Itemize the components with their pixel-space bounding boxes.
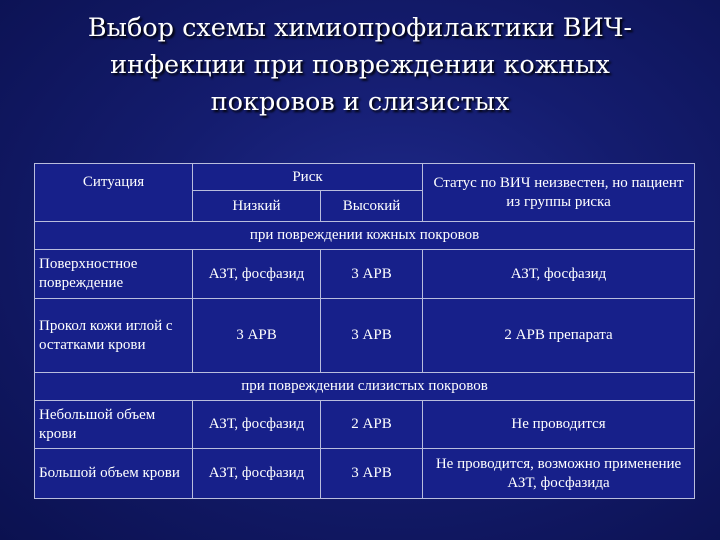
title-line-3: покровов и слизистых xyxy=(210,87,510,117)
table-row xyxy=(35,250,695,299)
row-low-risk: АЗТ, фосфазид xyxy=(193,449,321,499)
header-risk: Риск xyxy=(193,164,423,191)
title-line-2: инфекции при повреждении кожных xyxy=(110,50,610,80)
prophylaxis-table xyxy=(34,163,695,499)
row-low-risk: АЗТ, фосфазид xyxy=(193,401,321,449)
row-situation: Небольшой объем крови xyxy=(35,401,193,449)
row-unknown-status: Не проводится xyxy=(423,401,695,449)
section-mucosa: при повреждении слизистых покровов xyxy=(35,373,695,401)
row-situation: Большой объем крови xyxy=(35,449,193,499)
row-unknown-status: 2 АРВ препарата xyxy=(423,299,695,373)
row-high-risk: 3 АРВ xyxy=(321,299,423,373)
row-high-risk: 3 АРВ xyxy=(321,250,423,299)
row-low-risk: 3 АРВ xyxy=(193,299,321,373)
table-row xyxy=(35,299,695,373)
table-row xyxy=(35,401,695,449)
row-low-risk: АЗТ, фосфазид xyxy=(193,250,321,299)
slide-title xyxy=(30,10,690,121)
row-high-risk: 2 АРВ xyxy=(321,401,423,449)
header-situation: Ситуация xyxy=(35,164,193,222)
row-high-risk: 3 АРВ xyxy=(321,449,423,499)
section-row xyxy=(35,373,695,401)
header-risk-low: Низкий xyxy=(193,191,321,222)
header-risk-high: Высокий xyxy=(321,191,423,222)
table-row xyxy=(35,449,695,499)
row-unknown-status: Не проводится, возможно применение АЗТ, фосфазида xyxy=(423,449,695,499)
row-unknown-status: АЗТ, фосфазид xyxy=(423,250,695,299)
header-status: Статус по ВИЧ неизвестен, но пациент из группы риска xyxy=(423,164,695,222)
row-situation: Прокол кожи иглой с остатками крови xyxy=(35,299,193,373)
section-skin: при повреждении кожных покровов xyxy=(35,222,695,250)
title-line-1: Выбор схемы химиопрофилактики ВИЧ- xyxy=(87,13,633,43)
section-row xyxy=(35,222,695,250)
row-situation: Поверхностное повреждение xyxy=(35,250,193,299)
header-row-1 xyxy=(35,164,695,191)
